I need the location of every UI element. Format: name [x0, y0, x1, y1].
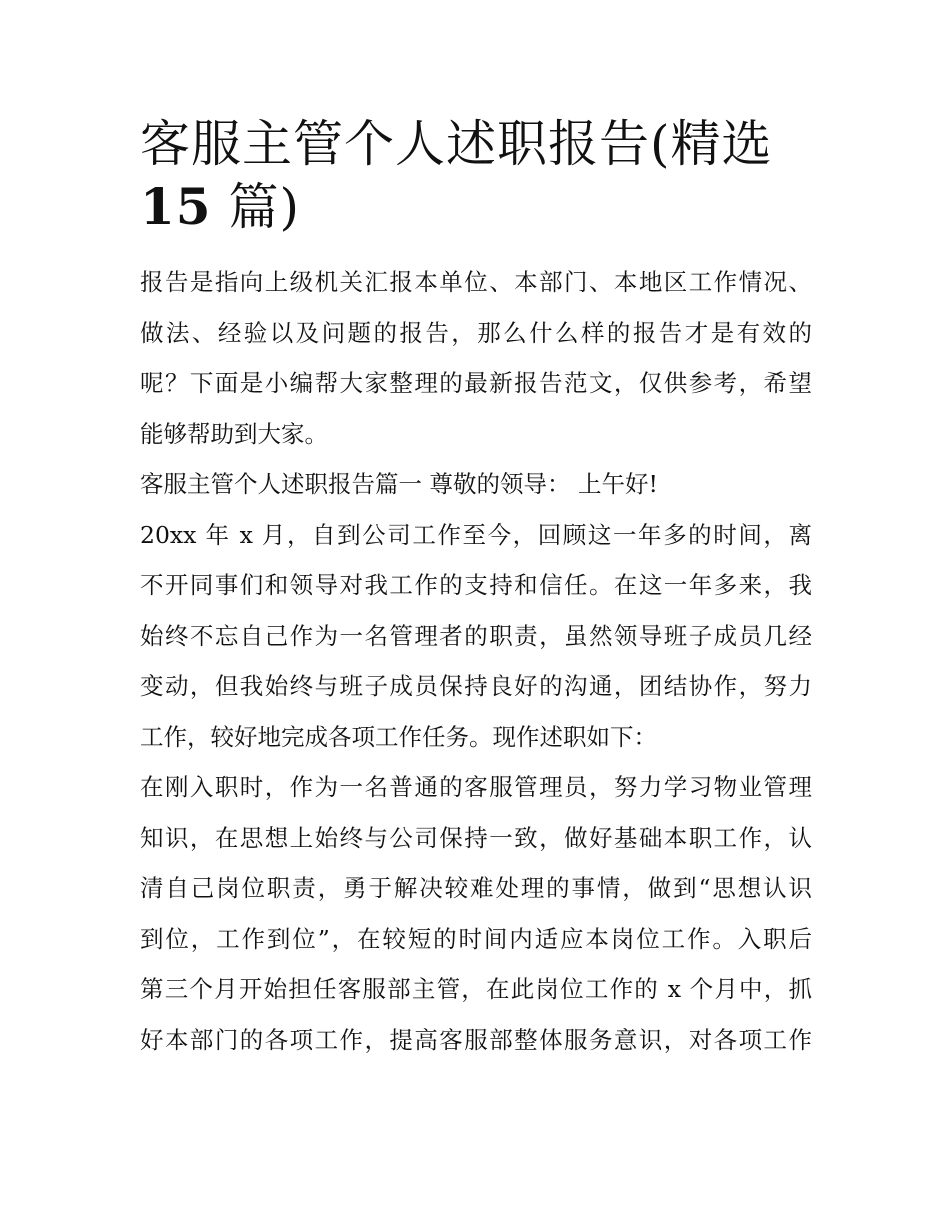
- paragraph-intro: [140, 257, 812, 459]
- paragraph-opening: [140, 510, 812, 763]
- paragraph-work: [140, 762, 812, 1065]
- text-line: 变动，但我始终与班子成员保持良好的沟通，团结协作，努力: [140, 672, 812, 700]
- text-line: 知识，在思想上始终与公司保持一致，做好基础本职工作，认: [140, 823, 812, 852]
- title-number: 15: [140, 177, 212, 236]
- text-line: 好本部门的各项工作，提高客服部整体服务意识，对各项工作: [140, 1025, 812, 1054]
- text-line: 不开同事们和领导对我工作的支持和信任。在这一年多来，我: [140, 571, 812, 599]
- document-body: [140, 257, 812, 1065]
- document-title: [140, 112, 812, 239]
- text-line: 在刚入职时，作为一名普通的客服管理员，努力学习物业管理: [140, 773, 812, 801]
- text-line: 到位，工作到位”，在较短的时间内适应本岗位工作。入职后: [140, 924, 812, 953]
- text-line: 呢？下面是小编帮大家整理的最新报告范文，仅供参考，希望: [140, 369, 812, 397]
- text-line: 客服主管个人述职报告篇一 尊敬的领导： 上午好!: [140, 470, 658, 498]
- text-line: 始终不忘自己作为一名管理者的职责，虽然领导班子成员几经: [140, 621, 812, 650]
- title-line-1: 客服主管个人述职报告(精选: [140, 115, 773, 173]
- text-line: 第三个月开始担任客服部主管，在此岗位工作的 x 个月中，抓: [140, 975, 812, 1003]
- paragraph-heading: [140, 459, 812, 510]
- text-line: 报告是指向上级机关汇报本单位、本部门、本地区工作情况、: [140, 268, 812, 296]
- text-line: 工作，较好地完成各项工作任务。现作述职如下：: [140, 722, 657, 751]
- text-line: 20xx 年 x 月，自到公司工作至今，回顾这一年多的时间，离: [140, 520, 812, 549]
- document-page: [140, 112, 812, 1065]
- text-line: 能够帮助到大家。: [140, 419, 328, 448]
- text-line: 做法、经验以及问题的报告，那么什么样的报告才是有效的: [140, 318, 812, 347]
- title-line-2: [140, 175, 812, 239]
- text-line: 清自己岗位职责，勇于解决较难处理的事情，做到“思想认识: [140, 874, 812, 902]
- title-suffix: 篇): [228, 178, 301, 236]
